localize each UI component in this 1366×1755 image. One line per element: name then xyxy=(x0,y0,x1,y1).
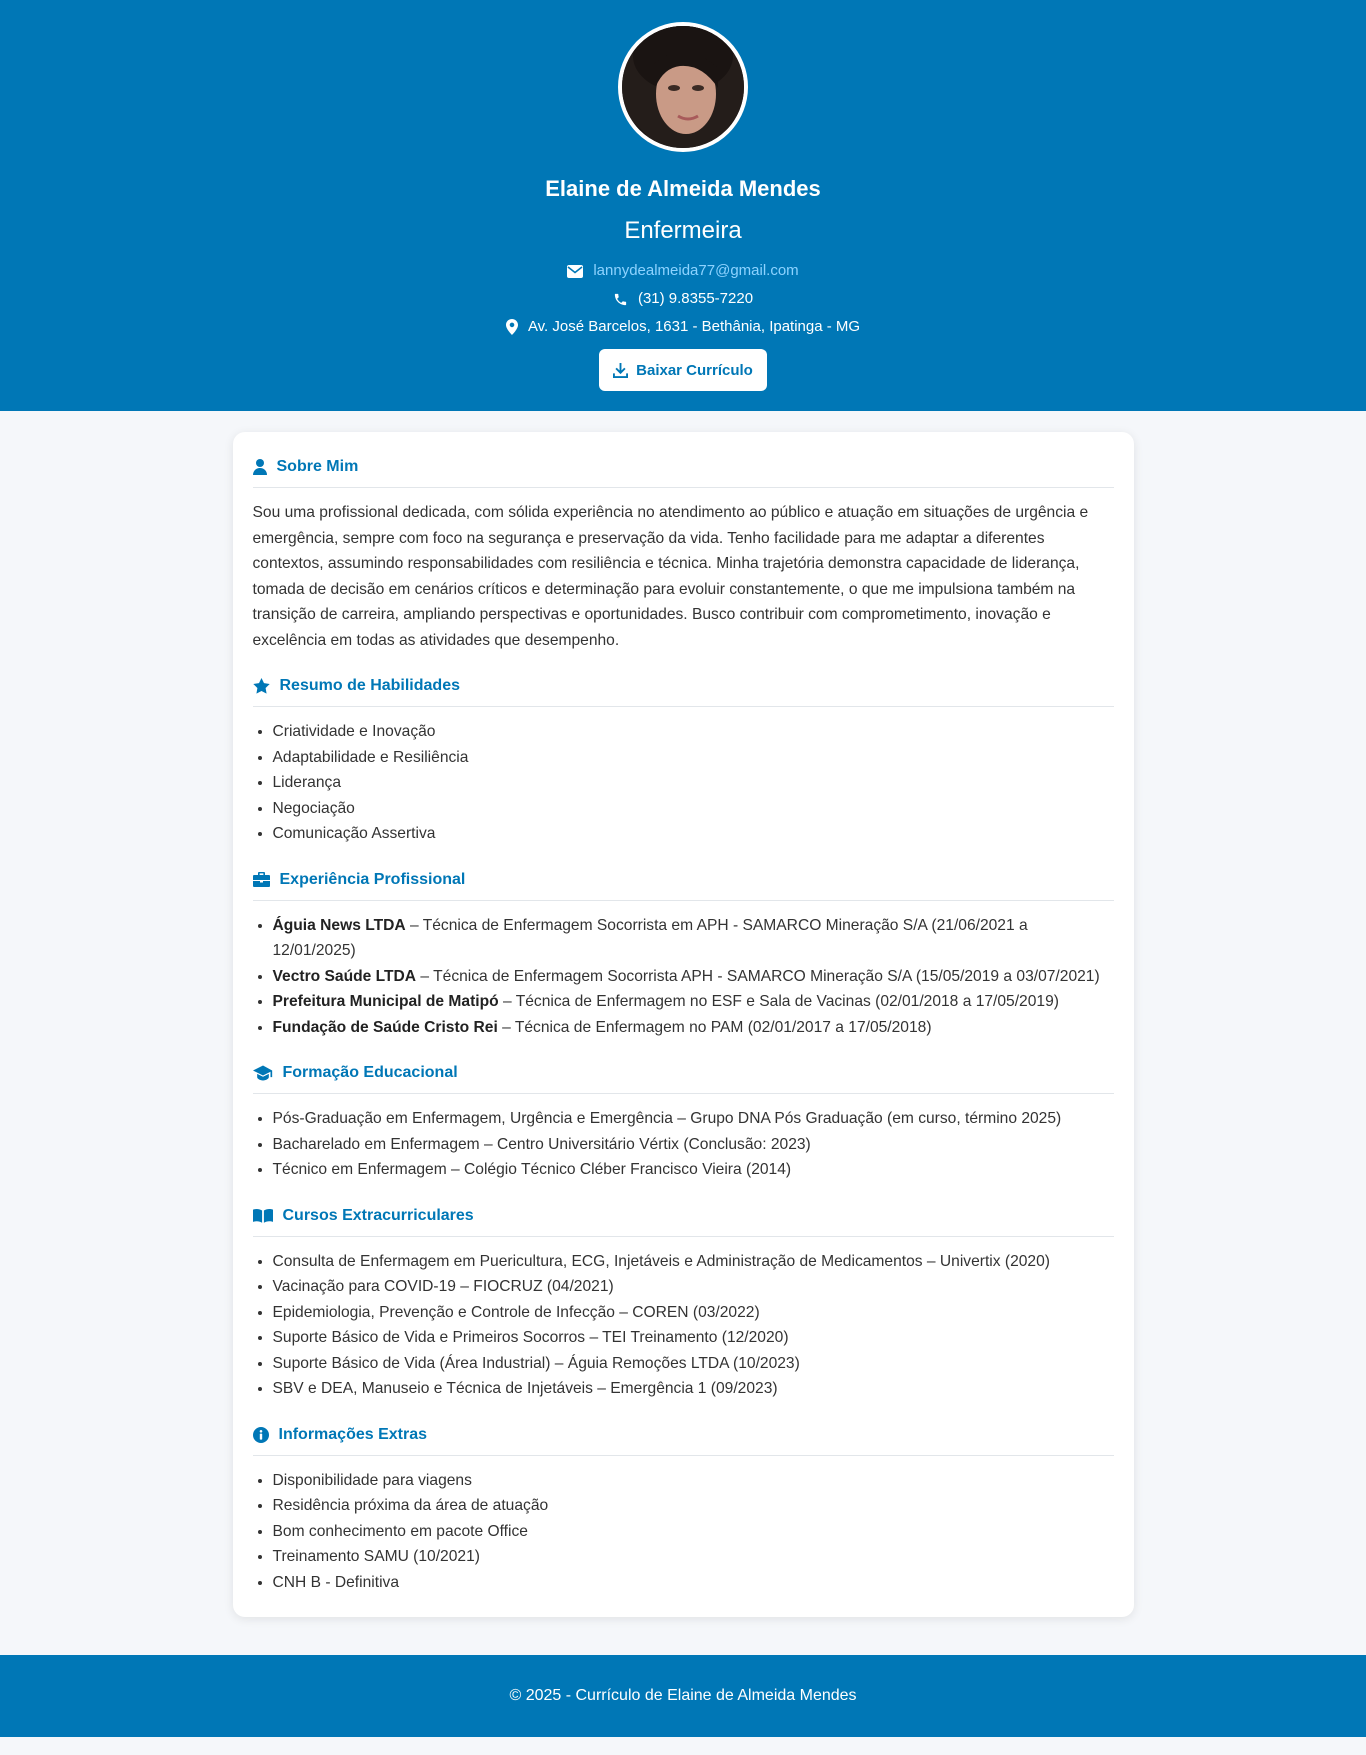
email-line xyxy=(0,257,1366,285)
section-title-education: Formação Educacional xyxy=(253,1062,1114,1094)
briefcase-icon xyxy=(253,872,270,887)
list-item: • Pós-Graduação em Enfermagem, Urgência e Emergência – Grupo DNA Pós Graduação (em curso, término 2025) xyxy=(273,1106,1114,1132)
about-text: Sou uma profissional dedicada, com sólida experiência no atendimento ao público e atuação em situações de urgência e emergência, sempre com foco na segurança e preservação da vida. Tenho facilidade para me adaptar a diferentes contextos, assumindo responsabilidades com resiliência e técnica. Minha trajetória demonstra capacidade de liderança, tomada de decisão em cenários críticos e determinação para evoluir constantemente, o que me impulsiona também na transição de carreira, ampliando perspectivas e oportunidades. Busco contribuir com comprometimento, inovação e excelência em todas as atividades que desempenho. xyxy=(252,504,1089,649)
skills-list xyxy=(253,719,1114,847)
list-item: • Águia News LTDA – Técnica de Enfermagem Socorrista em APH - SAMARCO Mineração S/A (21/06/2021 a 12/01/2025) xyxy=(273,913,1114,964)
avatar xyxy=(618,22,748,152)
address-text: Av. José Barcelos, 1631 - Bethânia, Ipatinga - MG xyxy=(527,318,861,335)
list-item: • Negociação xyxy=(273,796,1114,822)
list-item: • SBV e DEA, Manuseio e Técnica de Injetáveis – Emergência 1 (09/2023) xyxy=(273,1376,1114,1402)
courses-list xyxy=(253,1249,1114,1402)
profile-photo xyxy=(622,26,744,148)
extras-list xyxy=(253,1468,1114,1596)
list-item: • Bacharelado em Enfermagem – Centro Universitário Vértix (Conclusão: 2023) xyxy=(273,1132,1114,1158)
list-item: • Suporte Básico de Vida (Área Industrial) – Águia Remoções LTDA (10/2023) xyxy=(273,1351,1114,1377)
email-link[interactable]: lannydealmeida77@gmail.com xyxy=(593,262,799,279)
list-item: • Epidemiologia, Prevenção e Controle de Infecção – COREN (03/2022) xyxy=(273,1300,1114,1326)
list-item: • Disponibilidade para viagens xyxy=(273,1468,1114,1494)
section-experience xyxy=(253,869,1114,1041)
experience-list xyxy=(253,913,1114,1041)
user-icon xyxy=(253,459,267,475)
contact-info xyxy=(0,257,1366,341)
section-skills xyxy=(253,675,1114,847)
info-circle-icon xyxy=(253,1427,269,1443)
section-title-extras: Informações Extras xyxy=(253,1424,1114,1456)
footer-text: © 2025 - Currículo de Elaine de Almeida Mendes xyxy=(509,1687,857,1704)
section-title-skills: Resumo de Habilidades xyxy=(253,675,1114,707)
section-title-about: Sobre Mim xyxy=(253,456,1114,488)
section-extras xyxy=(253,1424,1114,1596)
list-item: • Comunicação Assertiva xyxy=(273,821,1114,847)
list-item: • Adaptabilidade e Resiliência xyxy=(273,745,1114,771)
star-icon xyxy=(253,678,270,694)
page-header xyxy=(0,0,1366,411)
section-about xyxy=(253,456,1114,653)
section-title-courses: Cursos Extracurriculares xyxy=(253,1205,1114,1237)
phone-icon xyxy=(613,292,628,307)
list-item: • Bom conhecimento em pacote Office xyxy=(273,1519,1114,1545)
envelope-icon xyxy=(567,265,583,278)
section-title-experience: Experiência Profissional xyxy=(253,869,1114,901)
list-item: • Suporte Básico de Vida e Primeiros Socorros – TEI Treinamento (12/2020) xyxy=(273,1325,1114,1351)
list-item: • Prefeitura Municipal de Matipó – Técnica de Enfermagem no ESF e Sala de Vacinas (02/01/2018 a 17/05/2019) xyxy=(273,989,1114,1015)
resume-card xyxy=(233,432,1134,1617)
page-footer xyxy=(0,1655,1366,1737)
list-item: • Vacinação para COVID-19 – FIOCRUZ (04/2021) xyxy=(273,1274,1114,1300)
open-book-icon xyxy=(253,1208,273,1223)
job-title: Enfermeira xyxy=(624,217,742,244)
location-pin-icon xyxy=(506,319,518,335)
download-icon xyxy=(613,363,628,378)
download-cv-button[interactable] xyxy=(599,349,767,391)
section-courses xyxy=(253,1205,1114,1402)
section-education xyxy=(253,1062,1114,1183)
download-cv-label: Baixar Currículo xyxy=(636,361,753,379)
list-item: • Técnico em Enfermagem – Colégio Técnico Cléber Francisco Vieira (2014) xyxy=(273,1157,1114,1183)
list-item: • Criatividade e Inovação xyxy=(273,719,1114,745)
list-item: • Treinamento SAMU (10/2021) xyxy=(273,1544,1114,1570)
education-list xyxy=(253,1106,1114,1183)
person-name: Elaine de Almeida Mendes xyxy=(545,176,821,201)
list-item: • Liderança xyxy=(273,770,1114,796)
list-item: • Vectro Saúde LTDA – Técnica de Enfermagem Socorrista APH - SAMARCO Mineração S/A (15/05/2019 a 03/07/2021) xyxy=(273,964,1114,990)
address-line xyxy=(0,313,1366,341)
list-item: • Fundação de Saúde Cristo Rei – Técnica de Enfermagem no PAM (02/01/2017 a 17/05/2018) xyxy=(273,1015,1114,1041)
phone-line xyxy=(0,285,1366,313)
list-item: • CNH B - Definitiva xyxy=(273,1570,1114,1596)
list-item: • Residência próxima da área de atuação xyxy=(273,1493,1114,1519)
list-item: • Consulta de Enfermagem em Puericultura, ECG, Injetáveis e Administração de Medicamentos – Univertix (2020) xyxy=(273,1249,1114,1275)
phone-text: (31) 9.8355-7220 xyxy=(637,290,754,307)
graduation-cap-icon xyxy=(253,1065,273,1081)
